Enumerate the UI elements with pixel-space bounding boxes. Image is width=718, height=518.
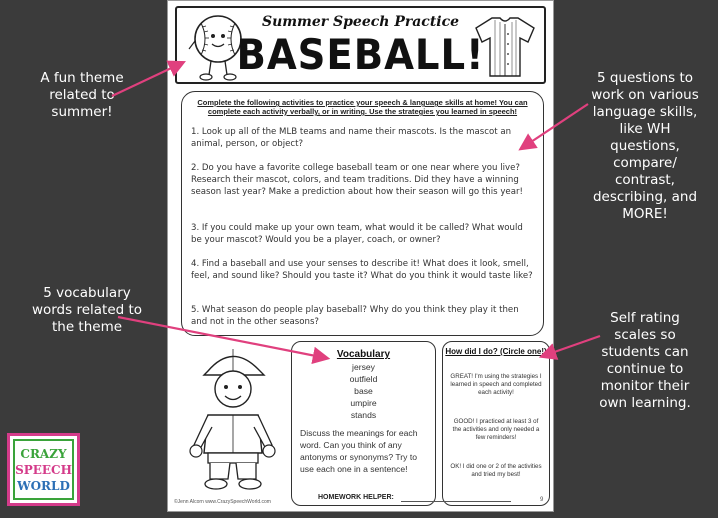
callout-theme: A fun theme related to summer! xyxy=(40,70,124,120)
worksheet-title: BASEBALL! xyxy=(236,30,485,79)
rating-level-great: GREAT! I'm using the strategies I learned in speech and completed each activity! xyxy=(450,373,542,396)
callout-questions: 5 questions to work on various language skills, like WH questions, compare/ contrast, describing, and MORE! xyxy=(591,70,699,222)
callout-rating: Self rating scales so students can continue to monitor their own learning. xyxy=(599,310,691,411)
question-3: 3. If you could make up your own team, what would it be called? What would be your mascot? Would you be a player, coach, or owner? xyxy=(191,223,523,245)
arrow-theme xyxy=(112,63,182,96)
worksheet-subtitle: Summer Speech Practice xyxy=(261,14,460,30)
vocabulary-heading: Vocabulary xyxy=(336,349,391,360)
arrow-vocab xyxy=(118,317,326,358)
instructions-text: Complete the following activities to practice your speech & language skills at home! You can complete each activity verbally, or in writing. Use the strategies you learned in speech! xyxy=(197,98,528,116)
rating-heading: How did I do? (Circle one!) xyxy=(445,347,547,356)
question-4: 4. Find a baseball and use your senses to describe it! What does it look, smell, feel, and sound like? Should you taste it? What do you think it would taste like? xyxy=(191,259,533,281)
vocab-word: outfield xyxy=(349,374,378,384)
vocab-word: stands xyxy=(350,410,377,420)
question-1: 1. Look up all of the MLB teams and name their mascots. Is the mascot an animal, person, or object? xyxy=(191,127,512,149)
rating-level-ok: OK! I did one or 2 of the activities and tried my best! xyxy=(450,463,542,478)
callout-vocab: 5 vocabulary words related to the theme xyxy=(31,285,143,335)
vocab-word: umpire xyxy=(350,398,377,408)
logo-line-1: CRAZY xyxy=(20,447,67,461)
logo-line-2: SPEECH xyxy=(15,463,72,477)
logo-line-3: WORLD xyxy=(17,479,70,493)
arrow-rating xyxy=(543,336,600,356)
footer-credit: ©Jenn Alcorn www.CrazySpeechWorld.com xyxy=(174,499,271,505)
rating-level-good: GOOD! I practiced at least 3 of the activities and only needed a few reminders! xyxy=(452,418,540,441)
page-number: 9 xyxy=(540,497,544,503)
crazy-speech-world-logo xyxy=(7,433,80,506)
question-2: 2. Do you have a favorite college baseball team or one near where you live? Research their mascot, colors, and team traditions. Did they have a winning season last year? Make a prediction about how their season will go this year! xyxy=(191,163,523,197)
homework-helper-label: HOMEWORK HELPER: xyxy=(318,494,394,501)
vocabulary-discussion: Discuss the meanings for each word. Can you think of any antonyms or synonyms? Try to use each one in a sentence! xyxy=(300,428,418,474)
vocab-word: jersey xyxy=(352,362,375,372)
question-5: 5. What season do people play baseball? Why do you think they play it then and not in the other seasons? xyxy=(191,305,519,327)
vocab-word: base xyxy=(354,386,373,396)
arrow-questions xyxy=(522,104,588,148)
